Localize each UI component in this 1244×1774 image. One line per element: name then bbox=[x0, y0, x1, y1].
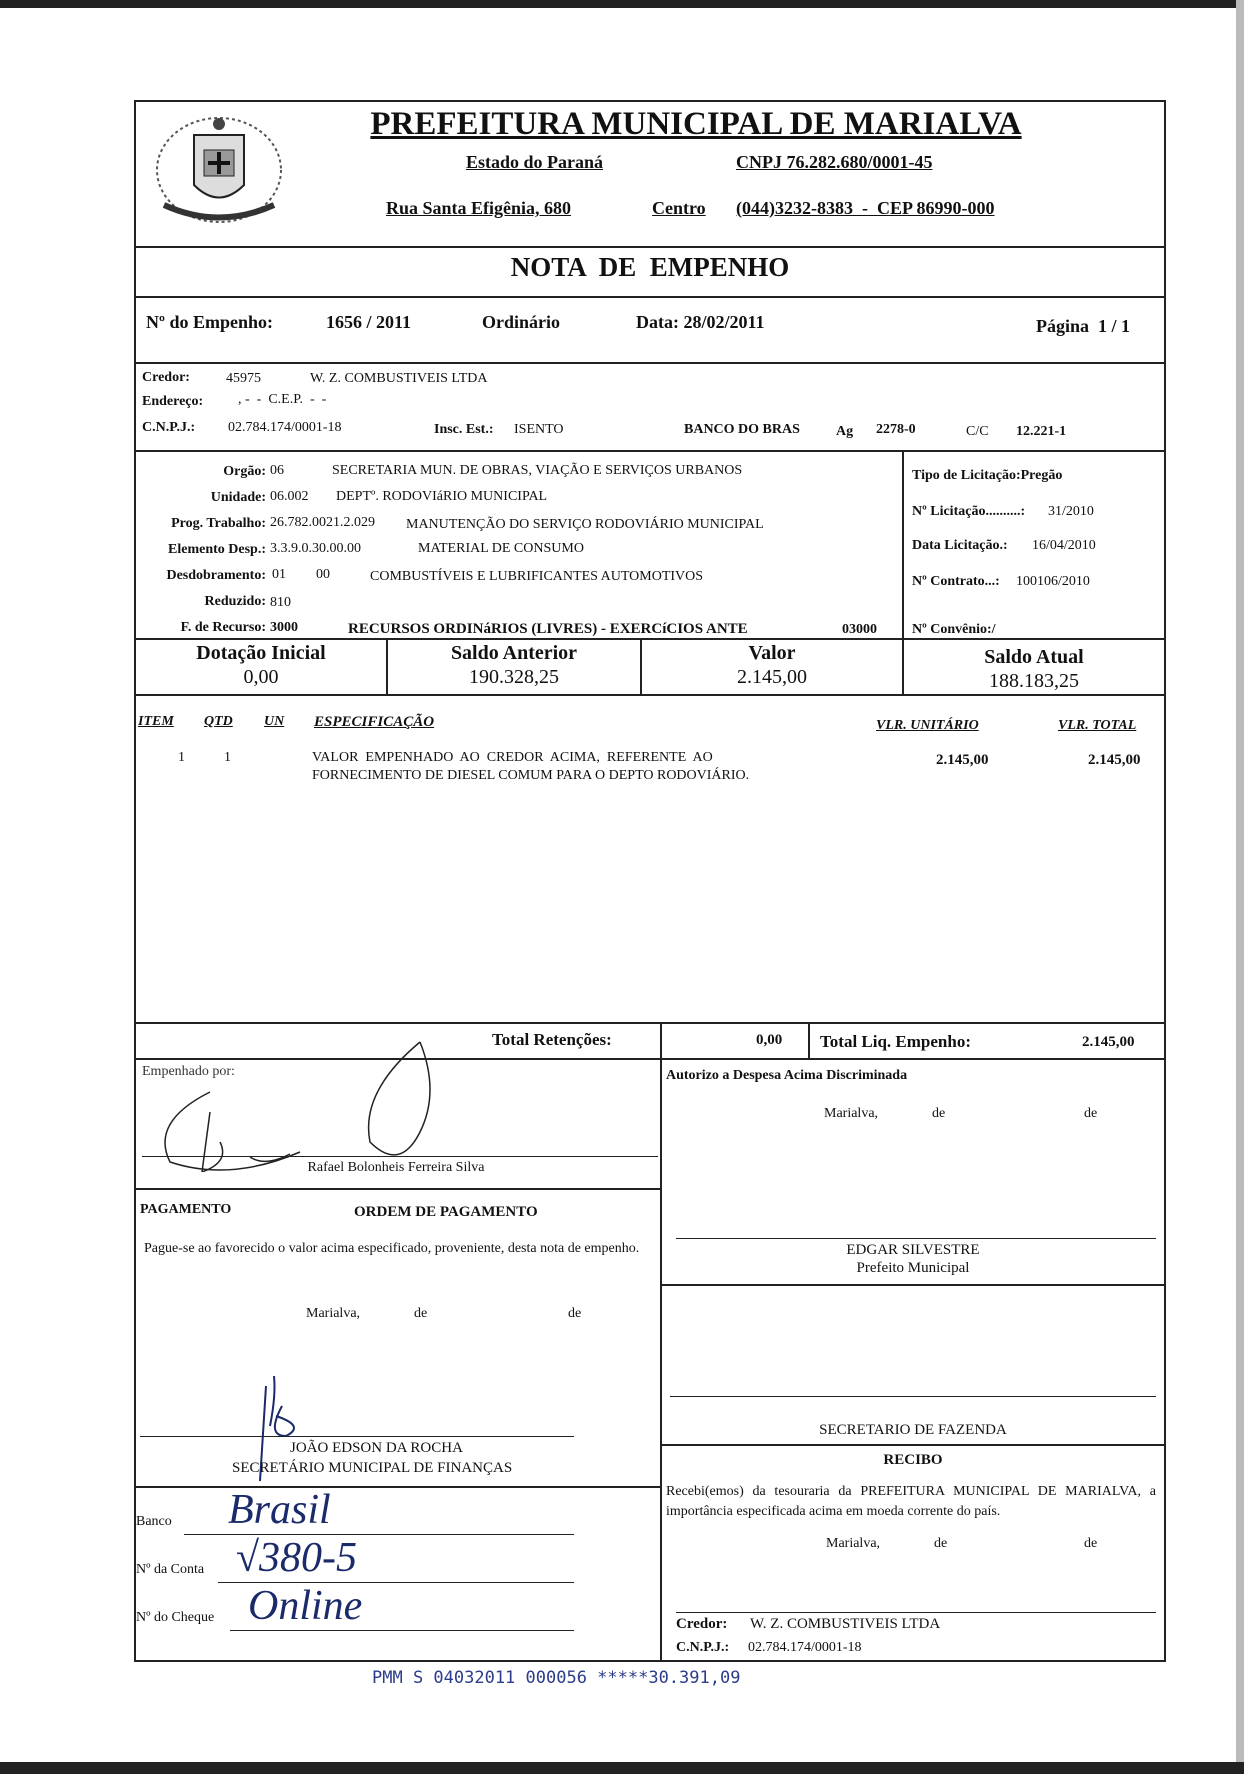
unidade-code: 06.002 bbox=[270, 489, 309, 504]
pagamento-de2: de bbox=[568, 1306, 582, 1321]
unidade-desc: DEPTº. RODOVIáRIO MUNICIPAL bbox=[336, 489, 548, 504]
saldo-valor-label: Valor bbox=[748, 642, 796, 664]
scan-right-edge bbox=[1236, 0, 1244, 1774]
autorizo-de2: de bbox=[1084, 1106, 1098, 1121]
prog-desc: MANUTENÇÃO DO SERVIÇO RODOVIÁRIO MUNICIPAL bbox=[406, 517, 764, 532]
cnpj-label: C.N.P.J.: bbox=[142, 420, 196, 435]
secretario-fazenda: SECRETARIO DE FAZENDA bbox=[819, 1422, 1007, 1438]
recurso-code2: 03000 bbox=[842, 622, 877, 637]
item-vlr-unit: 2.145,00 bbox=[936, 752, 989, 768]
empenho-number-label: Nº do Empenho: bbox=[146, 312, 273, 332]
saldo-dotacao-label: Dotação Inicial bbox=[196, 642, 326, 664]
autorizo-title: Autorizo a Despesa Acima Discriminada bbox=[666, 1068, 908, 1083]
coat-of-arms-icon bbox=[144, 110, 294, 240]
conta-label: Nº da Conta bbox=[136, 1562, 205, 1577]
col-item-header: ITEM bbox=[138, 714, 174, 729]
reduzido-label: Reduzido: bbox=[204, 594, 266, 609]
prefeito-name: EDGAR SILVESTRE bbox=[846, 1242, 980, 1258]
unidade-label: Unidade: bbox=[210, 490, 266, 505]
saldo-dotacao-value: 0,00 bbox=[243, 666, 279, 688]
contrato-label: Nº Contrato...: bbox=[912, 574, 1000, 589]
machine-stamp: PMM S 04032011 000056 *****30.391,09 bbox=[372, 1668, 741, 1688]
insc-label: Insc. Est.: bbox=[434, 422, 494, 437]
prefeito-role: Prefeito Municipal bbox=[856, 1260, 970, 1276]
licitacao-number-label: Nº Licitação..........: bbox=[912, 504, 1026, 519]
tipo-licitacao: Tipo de Licitação:Pregão bbox=[912, 468, 1063, 483]
orgao-code: 06 bbox=[270, 463, 284, 478]
agency-label: Ag bbox=[836, 424, 854, 439]
prog-label: Prog. Trabalho: bbox=[171, 516, 266, 531]
autorizo-de1: de bbox=[932, 1106, 946, 1121]
banco-label: Banco bbox=[136, 1514, 172, 1529]
recurso-value: 3000 bbox=[270, 620, 298, 635]
conta-handwritten: √380-5 bbox=[236, 1535, 358, 1581]
pagamento-text: Pague-se ao favorecido o valor acima especificado, proveniente, desta nota de empenho. bbox=[144, 1241, 640, 1256]
pagamento-de1: de bbox=[414, 1306, 428, 1321]
header-title: PREFEITURA MUNICIPAL DE MARIALVA bbox=[370, 106, 1022, 142]
cheque-label: Nº do Cheque bbox=[136, 1610, 215, 1625]
desdobramento-label: Desdobramento: bbox=[166, 568, 266, 583]
pagamento-label: PAGAMENTO bbox=[140, 1202, 232, 1217]
recibo-cnpj-label: C.N.P.J.: bbox=[676, 1640, 730, 1655]
saldo-anterior-value: 190.328,25 bbox=[469, 666, 559, 688]
bank-name: BANCO DO BRAS bbox=[684, 422, 800, 437]
banco-handwritten: Brasil bbox=[228, 1487, 331, 1533]
recibo-de2: de bbox=[1084, 1536, 1098, 1551]
col-espec-header: ESPECIFICAÇÃO bbox=[314, 714, 435, 730]
col-vlr-total-header: VLR. TOTAL bbox=[1058, 718, 1137, 733]
autorizo-city: Marialva, bbox=[824, 1106, 879, 1121]
pagamento-city: Marialva, bbox=[306, 1306, 361, 1321]
col-vlr-unit-header: VLR. UNITÁRIO bbox=[876, 718, 979, 733]
item-desc-line1: VALOR EMPENHADO AO CREDOR ACIMA, REFERENTE AO bbox=[312, 750, 713, 765]
agency-value: 2278-0 bbox=[876, 422, 916, 437]
prog-code: 26.782.0021.2.029 bbox=[270, 515, 375, 530]
saldo-valor-value: 2.145,00 bbox=[737, 666, 807, 688]
page-number: Página 1 / 1 bbox=[1036, 316, 1131, 336]
recurso-label: F. de Recurso: bbox=[180, 620, 266, 635]
total-liquido-label: Total Liq. Empenho: bbox=[820, 1032, 971, 1051]
cheque-handwritten: Online bbox=[248, 1583, 363, 1629]
recibo-credor-label: Credor: bbox=[676, 1616, 728, 1632]
scan-top-edge bbox=[0, 0, 1244, 8]
saldo-anterior-label: Saldo Anterior bbox=[450, 642, 578, 664]
credor-label: Credor: bbox=[142, 370, 190, 385]
cc-value: 12.221-1 bbox=[1016, 424, 1067, 439]
elemento-label: Elemento Desp.: bbox=[168, 542, 266, 557]
desdobramento-a: 01 bbox=[272, 567, 286, 582]
doc-title: NOTA DE EMPENHO bbox=[510, 252, 790, 282]
credor-name: W. Z. COMBUSTIVEIS LTDA bbox=[310, 371, 488, 386]
header-centro: Centro bbox=[652, 198, 706, 218]
col-qtd-header: QTD bbox=[204, 714, 233, 729]
empenhado-label: Empenhado por: bbox=[142, 1064, 235, 1079]
orgao-desc: SECRETARIA MUN. DE OBRAS, VIAÇÃO E SERVIÇOS URBANOS bbox=[332, 463, 743, 478]
saldo-atual-value: 188.183,25 bbox=[989, 670, 1079, 692]
desdobramento-desc: COMBUSTÍVEIS E LUBRIFICANTES AUTOMOTIVOS bbox=[370, 569, 704, 584]
licitacao-date: 16/04/2010 bbox=[1032, 538, 1096, 553]
orgao-label: Orgão: bbox=[223, 464, 266, 479]
recibo-title: RECIBO bbox=[883, 1452, 943, 1468]
endereco-value: , - - C.E.P. - - bbox=[238, 392, 327, 407]
credor-code: 45975 bbox=[226, 371, 261, 386]
recibo-city: Marialva, bbox=[826, 1536, 881, 1551]
total-retencoes-label: Total Retenções: bbox=[492, 1030, 612, 1049]
empenho-type: Ordinário bbox=[482, 312, 561, 332]
signature-empenhado-icon bbox=[140, 1032, 450, 1172]
elemento-desc: MATERIAL DE CONSUMO bbox=[418, 541, 584, 556]
cc-label: C/C bbox=[966, 424, 989, 439]
item-number: 1 bbox=[178, 750, 185, 765]
recibo-cnpj: 02.784.174/0001-18 bbox=[748, 1640, 862, 1655]
recibo-de1: de bbox=[934, 1536, 948, 1551]
total-retencoes-value: 0,00 bbox=[756, 1032, 783, 1048]
empenho-number: 1656 / 2011 bbox=[326, 312, 412, 332]
header-phone-cep: (044)3232-8383 - CEP 86990-000 bbox=[736, 198, 995, 218]
empenho-date: Data: 28/02/2011 bbox=[636, 312, 765, 332]
item-vlr-total: 2.145,00 bbox=[1088, 752, 1141, 768]
ordem-pagamento: ORDEM DE PAGAMENTO bbox=[354, 1204, 538, 1220]
item-desc-line2: FORNECIMENTO DE DIESEL COMUM PARA O DEPTO RODOVIÁRIO. bbox=[312, 768, 750, 783]
insc-value: ISENTO bbox=[514, 422, 564, 437]
licitacao-number: 31/2010 bbox=[1048, 504, 1094, 519]
header-cnpj: CNPJ 76.282.680/0001-45 bbox=[736, 152, 933, 172]
endereco-label: Endereço: bbox=[142, 394, 204, 409]
col-un-header: UN bbox=[264, 714, 285, 729]
recibo-credor: W. Z. COMBUSTIVEIS LTDA bbox=[750, 1616, 941, 1632]
licitacao-date-label: Data Licitação.: bbox=[912, 538, 1008, 553]
scan-bottom-edge bbox=[0, 1762, 1244, 1774]
cnpj-value: 02.784.174/0001-18 bbox=[228, 420, 342, 435]
financas-signer-name: JOÃO EDSON DA ROCHA bbox=[290, 1440, 463, 1456]
saldo-atual-label: Saldo Atual bbox=[984, 646, 1084, 668]
total-liquido-value: 2.145,00 bbox=[1082, 1034, 1135, 1050]
header-address: Rua Santa Efigênia, 680 bbox=[386, 198, 572, 218]
recibo-text: Recebi(emos) da tesouraria da PREFEITURA MUNICIPAL DE MARIALVA, a importância especificada acima em moeda corrente do país. bbox=[666, 1484, 1156, 1519]
financas-signer-role: SECRETÁRIO MUNICIPAL DE FINANÇAS bbox=[232, 1460, 513, 1476]
contrato-value: 100106/2010 bbox=[1016, 574, 1090, 589]
recurso-desc: RECURSOS ORDINáRIOS (LIVRES) - EXERCíCIOS ANTE bbox=[348, 621, 748, 637]
header-state: Estado do Paraná bbox=[466, 152, 604, 172]
nota-de-empenho bbox=[134, 100, 1166, 1662]
item-qtd: 1 bbox=[224, 750, 231, 765]
empenhado-name: Rafael Bolonheis Ferreira Silva bbox=[307, 1160, 485, 1175]
reduzido-value: 810 bbox=[270, 595, 291, 610]
convenio: Nº Convênio:/ bbox=[912, 622, 996, 637]
elemento-code: 3.3.9.0.30.00.00 bbox=[270, 541, 361, 556]
desdobramento-b: 00 bbox=[316, 567, 330, 582]
